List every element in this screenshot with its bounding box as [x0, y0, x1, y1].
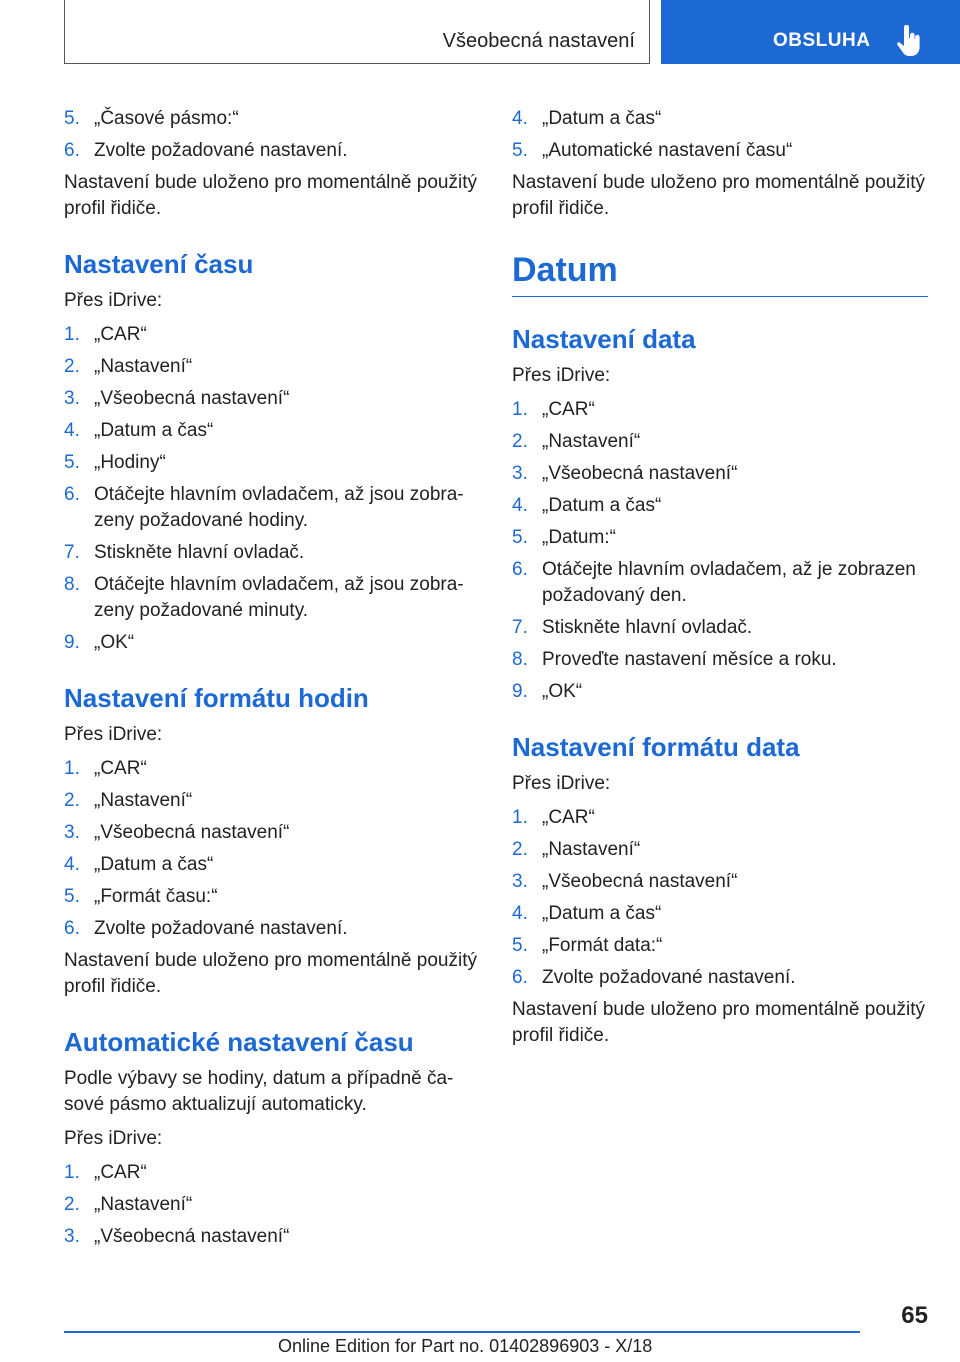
via-idrive-text: Přes iDrive: — [64, 1128, 163, 1149]
list-item — [64, 138, 484, 164]
chapter-tab-label: OBSLUHA — [773, 30, 871, 51]
list-item-number: 4. — [64, 854, 80, 875]
list-item-text: „Datum a čas“ — [542, 495, 662, 516]
list-item-number: 4. — [64, 420, 80, 441]
list-item-number: 1. — [64, 324, 80, 345]
list-item — [512, 525, 928, 551]
list-item-number: 2. — [512, 431, 528, 452]
via-idrive-text: Přes iDrive: — [512, 773, 611, 794]
list-item-number: 6. — [512, 559, 528, 580]
list-item-text: „CAR“ — [94, 324, 147, 345]
right-column — [512, 102, 928, 1057]
list-item-number: 4. — [512, 495, 528, 516]
list-item — [512, 901, 928, 927]
list-item-text: „Datum:“ — [542, 527, 616, 548]
list-item-number: 2. — [64, 356, 80, 377]
list-item — [64, 322, 484, 348]
list-item-text: „Nastavení“ — [94, 790, 193, 811]
list-item-number: 4. — [512, 108, 528, 129]
step-list — [64, 322, 484, 656]
list-item — [512, 869, 928, 895]
step-list — [64, 756, 484, 942]
list-item-number: 4. — [512, 903, 528, 924]
list-item — [64, 1224, 484, 1250]
list-item — [512, 805, 928, 831]
list-item-number: 5. — [64, 108, 80, 129]
list-item-number: 3. — [512, 871, 528, 892]
list-item — [64, 1192, 484, 1218]
list-item-number: 3. — [64, 1226, 80, 1247]
list-item — [64, 756, 484, 782]
heading-date-setting: Nastavení data — [512, 324, 696, 354]
list-item — [512, 837, 928, 863]
list-item-number: 1. — [512, 807, 528, 828]
list-item-text: „Všeobecná nastavení“ — [542, 463, 738, 484]
list-item-text: „Hodiny“ — [94, 452, 166, 473]
list-item-number: 2. — [64, 1194, 80, 1215]
step-list — [64, 106, 484, 164]
list-item-number: 1. — [64, 1162, 80, 1183]
list-item-text: „Nastavení“ — [542, 839, 641, 860]
list-item-text: „Všeobecná nastavení“ — [94, 388, 290, 409]
list-item — [64, 354, 484, 380]
list-item-text: „Formát data:“ — [542, 935, 663, 956]
heading-auto-time: Automatické nastavení času — [64, 1027, 414, 1057]
list-item-text: „CAR“ — [542, 807, 595, 828]
list-item — [64, 852, 484, 878]
list-item — [64, 884, 484, 910]
note-paragraph: Nastavení bude uloženo pro momentálně použitý profil řidiče. — [64, 172, 477, 219]
list-item — [512, 461, 928, 487]
hand-pointer-icon — [895, 25, 921, 57]
list-item — [64, 540, 484, 566]
step-list — [64, 1160, 484, 1250]
section-title: Všeobecná nastavení — [442, 30, 635, 52]
heading-date: Datum — [512, 250, 928, 297]
list-item-number: 3. — [512, 463, 528, 484]
list-item-number: 6. — [64, 918, 80, 939]
list-item — [512, 965, 928, 991]
list-item-number: 2. — [64, 790, 80, 811]
list-item — [512, 679, 928, 705]
list-item — [64, 386, 484, 412]
note-paragraph: Nastavení bude uloženo pro momentálně použitý profil řidiče. — [512, 999, 925, 1046]
list-item — [64, 572, 484, 624]
list-item-number: 9. — [64, 632, 80, 653]
list-item-text: „CAR“ — [94, 1162, 147, 1183]
list-item-number: 7. — [512, 617, 528, 638]
list-item-number: 5. — [512, 935, 528, 956]
list-item-number: 8. — [512, 649, 528, 670]
list-item-text: Otáčejte hlavním ovladačem, až je zobrazen požadovaný den. — [542, 559, 916, 606]
list-item-number: 3. — [64, 822, 80, 843]
list-item-text: Otáčejte hlavním ovladačem, až jsou zobra-zeny požadované minuty. — [94, 574, 464, 621]
list-item-text: „Nastavení“ — [94, 356, 193, 377]
list-item-number: 7. — [64, 542, 80, 563]
note-paragraph: Nastavení bude uloženo pro momentálně použitý profil řidiče. — [64, 950, 477, 997]
edition-footer: Online Edition for Part no. 01402896903 - X/18 — [278, 1336, 653, 1356]
list-item-number: 6. — [64, 484, 80, 505]
list-item-number: 6. — [512, 967, 528, 988]
list-item-text: „OK“ — [542, 681, 583, 702]
list-item-text: „Datum a čas“ — [542, 903, 662, 924]
list-item — [64, 106, 484, 132]
step-list — [512, 805, 928, 991]
list-item-text: „Nastavení“ — [94, 1194, 193, 1215]
left-column — [64, 102, 484, 1256]
list-item — [64, 820, 484, 846]
list-item — [64, 482, 484, 534]
list-item-number: 1. — [512, 399, 528, 420]
chapter-tab — [661, 0, 960, 64]
list-item — [512, 397, 928, 423]
list-item — [512, 138, 928, 164]
list-item-text: Zvolte požadované nastavení. — [94, 140, 348, 161]
heading-date-format: Nastavení formátu data — [512, 732, 800, 762]
list-item — [512, 615, 928, 641]
heading-time-setting: Nastavení času — [64, 249, 254, 279]
list-item-text: „Automatické nastavení času“ — [542, 140, 793, 161]
list-item-text: Proveďte nastavení měsíce a roku. — [542, 649, 837, 670]
list-item-number: 2. — [512, 839, 528, 860]
list-item-text: „OK“ — [94, 632, 135, 653]
step-list — [512, 106, 928, 164]
list-item-number: 3. — [64, 388, 80, 409]
list-item-number: 6. — [64, 140, 80, 161]
list-item — [512, 106, 928, 132]
list-item — [64, 916, 484, 942]
list-item-text: Zvolte požadované nastavení. — [542, 967, 796, 988]
list-item-number: 5. — [512, 140, 528, 161]
auto-time-paragraph: Podle výbavy se hodiny, datum a případně ča-sové pásmo aktualizují automaticky. — [64, 1068, 454, 1115]
list-item-number: 8. — [64, 574, 80, 595]
list-item-number: 5. — [64, 886, 80, 907]
list-item-number: 1. — [64, 758, 80, 779]
list-item-text: „Časové pásmo:“ — [94, 108, 239, 129]
list-item — [64, 450, 484, 476]
footer-divider — [64, 1331, 860, 1333]
list-item-text: „Nastavení“ — [542, 431, 641, 452]
via-idrive-text: Přes iDrive: — [64, 290, 163, 311]
list-item — [512, 493, 928, 519]
step-list — [512, 397, 928, 705]
list-item — [512, 933, 928, 959]
note-paragraph: Nastavení bude uloženo pro momentálně použitý profil řidiče. — [512, 172, 925, 219]
list-item-text: „Datum a čas“ — [94, 420, 214, 441]
list-item-text: „Všeobecná nastavení“ — [94, 1226, 290, 1247]
list-item — [512, 557, 928, 609]
list-item — [512, 647, 928, 673]
list-item-text: „CAR“ — [94, 758, 147, 779]
via-idrive-text: Přes iDrive: — [512, 365, 611, 386]
list-item-text: Otáčejte hlavním ovladačem, až jsou zobra-zeny požadované hodiny. — [94, 484, 464, 531]
list-item-text: Zvolte požadované nastavení. — [94, 918, 348, 939]
list-item — [64, 418, 484, 444]
page-number: 65 — [901, 1302, 928, 1329]
list-item-text: „Všeobecná nastavení“ — [542, 871, 738, 892]
list-item — [64, 788, 484, 814]
list-item-text: Stiskněte hlavní ovladač. — [542, 617, 753, 638]
list-item-text: „Datum a čas“ — [542, 108, 662, 129]
via-idrive-text: Přes iDrive: — [64, 724, 163, 745]
list-item-text: Stiskněte hlavní ovladač. — [94, 542, 305, 563]
list-item-number: 9. — [512, 681, 528, 702]
list-item-number: 5. — [512, 527, 528, 548]
list-item-number: 5. — [64, 452, 80, 473]
list-item — [512, 429, 928, 455]
list-item-text: „Všeobecná nastavení“ — [94, 822, 290, 843]
header-section-box — [64, 0, 650, 64]
list-item — [64, 1160, 484, 1186]
list-item-text: „Datum a čas“ — [94, 854, 214, 875]
list-item-text: „Formát času:“ — [94, 886, 218, 907]
list-item-text: „CAR“ — [542, 399, 595, 420]
list-item — [64, 630, 484, 656]
heading-hour-format: Nastavení formátu hodin — [64, 683, 369, 713]
